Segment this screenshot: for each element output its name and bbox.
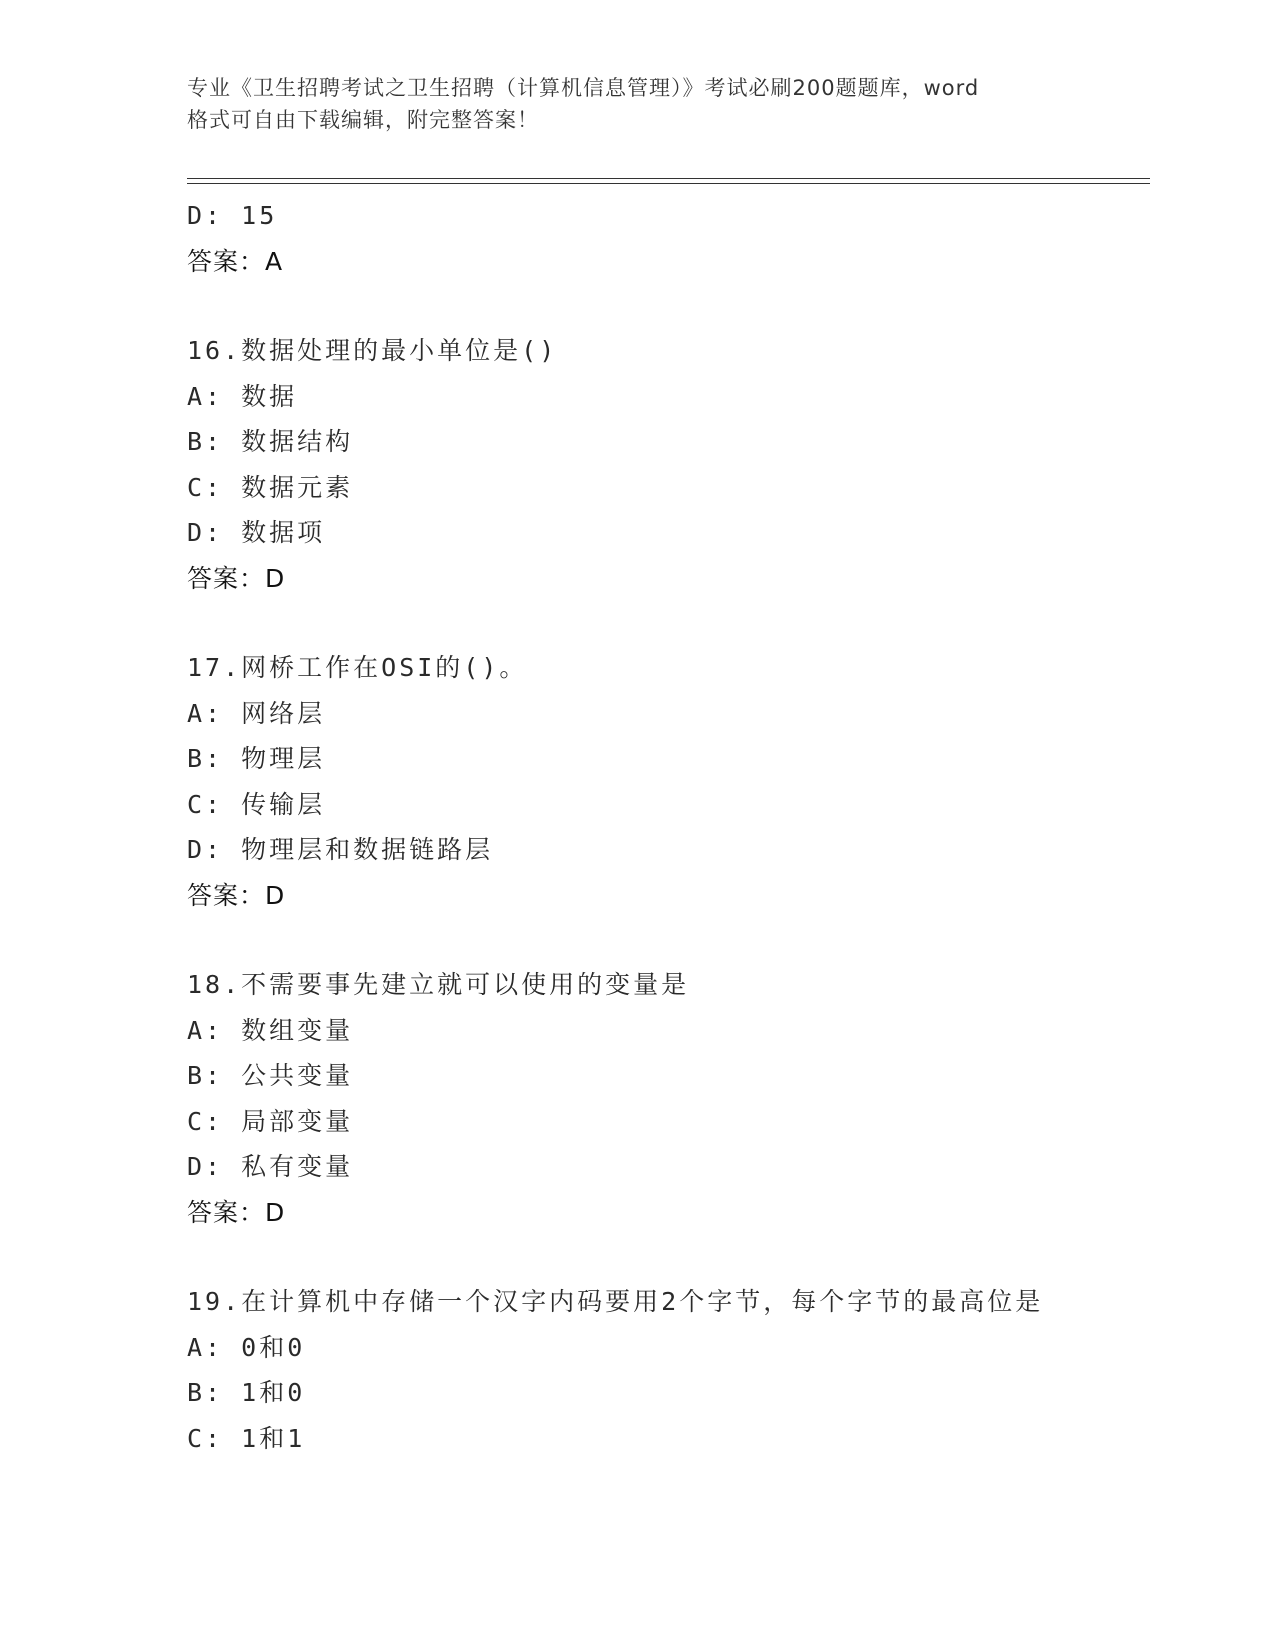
- spacer: [187, 284, 1150, 328]
- header-line-2: 格式可自由下载编辑，附完整答案！: [187, 108, 539, 132]
- option-c: C: 局部变量: [187, 1106, 354, 1136]
- spacer: [187, 601, 1150, 645]
- spacer: [187, 1235, 1150, 1279]
- question-19: [187, 1279, 1150, 1461]
- option-a: A: 网络层: [187, 698, 326, 728]
- question-18: [187, 962, 1150, 1235]
- question-stem: 18.不需要事先建立就可以使用的变量是: [187, 970, 690, 999]
- question-stem: 16.数据处理的最小单位是(): [187, 336, 558, 365]
- option-c: C: 传输层: [187, 789, 326, 819]
- previous-question-answer: 答案：A: [187, 246, 284, 276]
- header-divider-bottom: [187, 183, 1150, 184]
- option-d: D: 数据项: [187, 518, 326, 547]
- answer: 答案：D: [187, 563, 286, 593]
- option-d: D: 私有变量: [187, 1152, 354, 1181]
- header-divider-top: [187, 178, 1150, 179]
- question-list: [187, 193, 1150, 1461]
- header-line-1: 专业《卫生招聘考试之卫生招聘（计算机信息管理）》考试必刷200题题库，word: [187, 76, 980, 100]
- question-16: [187, 328, 1150, 601]
- spacer: [187, 918, 1150, 962]
- option-b: B: 物理层: [187, 744, 326, 773]
- option-a: A: 数据: [187, 381, 298, 411]
- option-c: C: 数据元素: [187, 472, 354, 502]
- option-b: B: 公共变量: [187, 1061, 354, 1090]
- answer: 答案：D: [187, 880, 286, 910]
- option-c: C: 1和1: [187, 1423, 306, 1453]
- option-b: B: 数据结构: [187, 427, 354, 456]
- question-17: [187, 645, 1150, 918]
- answer: 答案：D: [187, 1197, 286, 1227]
- option-a: A: 0和0: [187, 1332, 306, 1362]
- option-b: B: 1和0: [187, 1378, 306, 1407]
- previous-question-option-d: D: 15: [187, 201, 278, 230]
- question-stem: 19.在计算机中存储一个汉字内码要用2个字节，每个字节的最高位是: [187, 1287, 1044, 1316]
- option-d: D: 物理层和数据链路层: [187, 835, 494, 864]
- question-stem: 17.网桥工作在OSI的()。: [187, 653, 528, 682]
- option-a: A: 数组变量: [187, 1015, 354, 1045]
- document-header: [187, 72, 1097, 136]
